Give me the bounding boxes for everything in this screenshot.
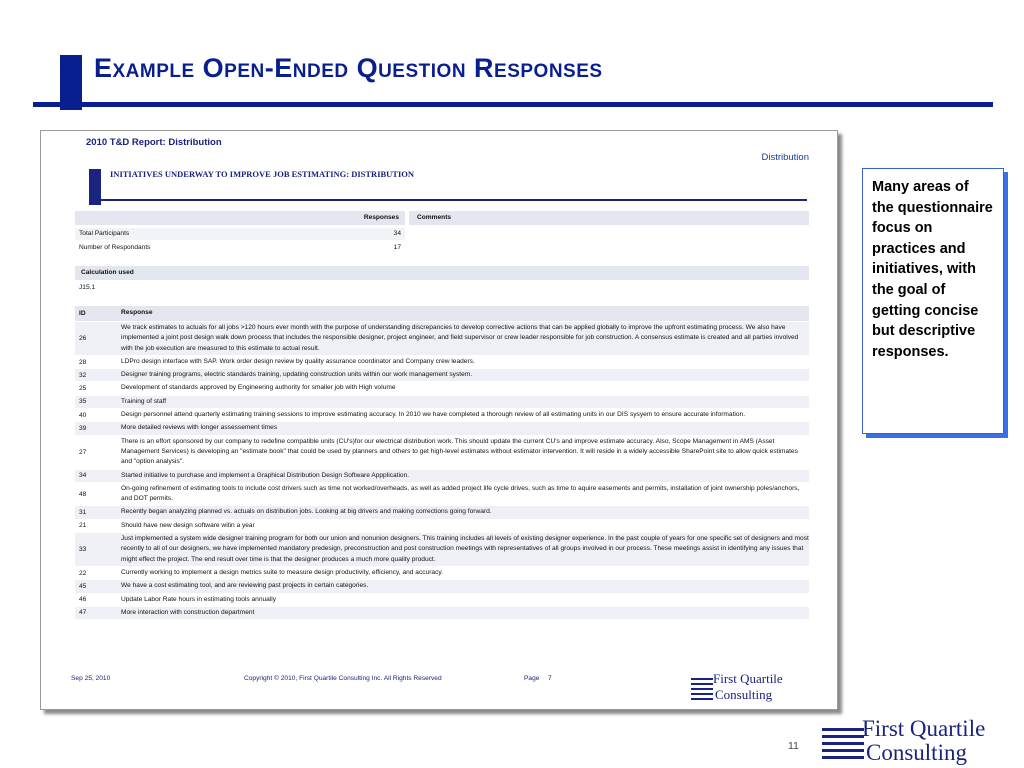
response-id: 45 — [79, 582, 87, 590]
response-text: Should have new design software witin a year — [121, 521, 255, 529]
response-id: 32 — [79, 371, 87, 379]
report-section-tag: Distribution — [761, 152, 809, 163]
table-row — [75, 422, 809, 435]
table-row — [75, 520, 809, 533]
response-id: 22 — [79, 569, 87, 577]
table-header-row — [75, 306, 809, 322]
slide-page-number: 11 — [788, 740, 799, 752]
response-id: 39 — [79, 425, 87, 433]
report-footer-copyright: Copyright © 2010, First Quartile Consulting Inc. All Rights Reserved — [244, 675, 442, 682]
response-text: Designer training programs, electric standards training, updating construction units within our work management system. — [121, 371, 473, 379]
comments-header-bar — [409, 211, 809, 225]
report-title: 2010 T&D Report: Distribution — [86, 137, 222, 148]
report-company-logo — [691, 669, 813, 705]
table-row — [75, 409, 809, 422]
response-id: 35 — [79, 398, 87, 406]
summary-label: Number of Respondants — [79, 244, 151, 251]
response-id: 46 — [79, 596, 87, 604]
table-row — [75, 470, 809, 483]
response-text: Currently working to implement a design metrics suite to measure design productivity, efficiency, and accuracy. — [121, 568, 444, 576]
response-id: 47 — [79, 609, 87, 617]
table-row — [75, 436, 809, 470]
response-text: More interaction with construction department — [121, 608, 255, 616]
report-footer-date: Sep 25, 2010 — [71, 675, 111, 682]
table-row — [75, 369, 809, 382]
response-text: There is an effort sponsored by our company to redefine compatible units (CU's)for our electrical distribution work. This should update the current CU's and improve estimate accuracy. Also, Scope Management in AMS (Asset Management Services) is developing an "estimate book" that could be used by planners and others to get high-level estimates without estimator intervention. It will reside in a widely accessible SharePoint site to allow quick estimates and "option analysis". — [121, 437, 798, 466]
table-row — [75, 580, 809, 593]
table-row — [75, 396, 809, 409]
response-text: Development of standards approved by Engineering authority for smaller job with High volume — [121, 384, 396, 392]
response-text: Update Labor Rate hours in estimating tools annually — [121, 595, 277, 603]
table-row — [75, 483, 809, 507]
response-text: Design personnel attend quarterly estimating training sessions to improve estimating accuracy. In 2010 we have completed a thorough review of all estimating units in our DIS sysyem to ensure accurate information. — [121, 411, 746, 419]
report-subtitle: INITIATIVES UNDERWAY TO IMPROVE JOB ESTIMATING: DISTRIBUTION — [110, 169, 415, 179]
summary-label: Total Participants — [79, 230, 130, 237]
calculation-header-bar — [75, 266, 809, 280]
response-id: 48 — [79, 490, 87, 498]
summary-value: 34 — [393, 230, 401, 237]
response-id: 33 — [79, 545, 87, 553]
response-text: We have a cost estimating tool, and are reviewing past projects in certain categories. — [121, 582, 369, 590]
response-id: 21 — [79, 522, 87, 530]
response-column-header: Response — [121, 309, 153, 317]
table-row — [75, 594, 809, 607]
response-text: Recently began analyzing planned vs. actuals on distribution jobs. Looking at big drivers and making corrections going forward. — [121, 508, 492, 516]
id-column-header: ID — [79, 310, 86, 317]
slide-title: Example Open-Ended Question Responses — [94, 53, 603, 83]
table-row — [75, 322, 809, 356]
response-text: On-going refinement of estimating tools to include cost drivers such as time not worked/overheads, as well as added project life cycle drives, such as time to aquire easements and permits, installation of joint ownership poles/anchors, and DOT permits. — [121, 484, 800, 503]
logo-line2: Consulting — [866, 740, 967, 765]
report-logo-line2: Consulting — [715, 687, 773, 702]
response-text: Just implemented a system wide designer training program for both our union and nonunion designers. This training includes all levels of existing designer experience. In the past couple of years for one specific set of designers and most recently to all of our designers, we have implemented mandatory predesign, preconstruction and post construction meetings with representatives of all groups involved in our process. These meetings assist in identifying any issues that might effect the project. The end result over time is that the designer produces a much more quality product. — [121, 535, 809, 563]
report-rule — [89, 199, 807, 201]
report-page — [40, 130, 838, 710]
response-text: We track estimates to actuals for all jobs >120 hours ever month with the purpose of understanding discrepancies to develop corrective actions that can be applied globally to improve the upfront estimating process. We also have implemented a joint post design walk down process that includes the responsible designer, project engineer, and field supervisor or crew leader responsible for job construction. A consensus estimate is created and all parties involved with the job execution are measured to this estimate to actual result. — [121, 324, 799, 352]
table-row — [75, 506, 809, 519]
responses-header: Responses — [363, 214, 399, 221]
calculation-header: Calculation used — [81, 269, 134, 276]
response-id: 25 — [79, 385, 87, 393]
response-text: Training of staff — [121, 397, 167, 405]
summary-value: 17 — [393, 244, 401, 251]
report-footer-page-value: 7 — [548, 675, 552, 682]
report-logo-line1: First Quartile — [713, 671, 783, 686]
report-footer-page-label: Page — [524, 675, 540, 682]
response-id: 27 — [79, 448, 87, 456]
response-text: Started initiative to purchase and implement a Graphical Distribution Design Software Appplication. — [121, 471, 410, 479]
table-row — [75, 382, 809, 395]
response-id: 31 — [79, 509, 87, 517]
response-id: 28 — [79, 358, 87, 366]
calculation-value: J15.1 — [79, 284, 96, 291]
response-text: More detailed reviews with longer assessement times — [121, 424, 278, 432]
table-row — [75, 533, 809, 567]
callout-box — [862, 168, 1004, 434]
table-row — [75, 567, 809, 580]
logo-line1: First Quartile — [862, 716, 986, 741]
table-row — [75, 356, 809, 369]
title-underline — [33, 102, 993, 107]
response-id: 26 — [79, 334, 87, 342]
responses-table — [75, 306, 809, 620]
callout-text: Many areas of the questionnaire focus on practices and initiatives, with the goal of getting concise but descriptive responses. — [872, 179, 993, 360]
response-text: LDPro design interface with SAP. Work order design review by quality assurance coordinator and Company crew leaders. — [121, 357, 475, 365]
table-row — [75, 607, 809, 620]
response-id: 40 — [79, 411, 87, 419]
company-logo — [822, 714, 1022, 766]
response-id: 34 — [79, 472, 87, 480]
comments-header: Comments — [417, 214, 452, 221]
